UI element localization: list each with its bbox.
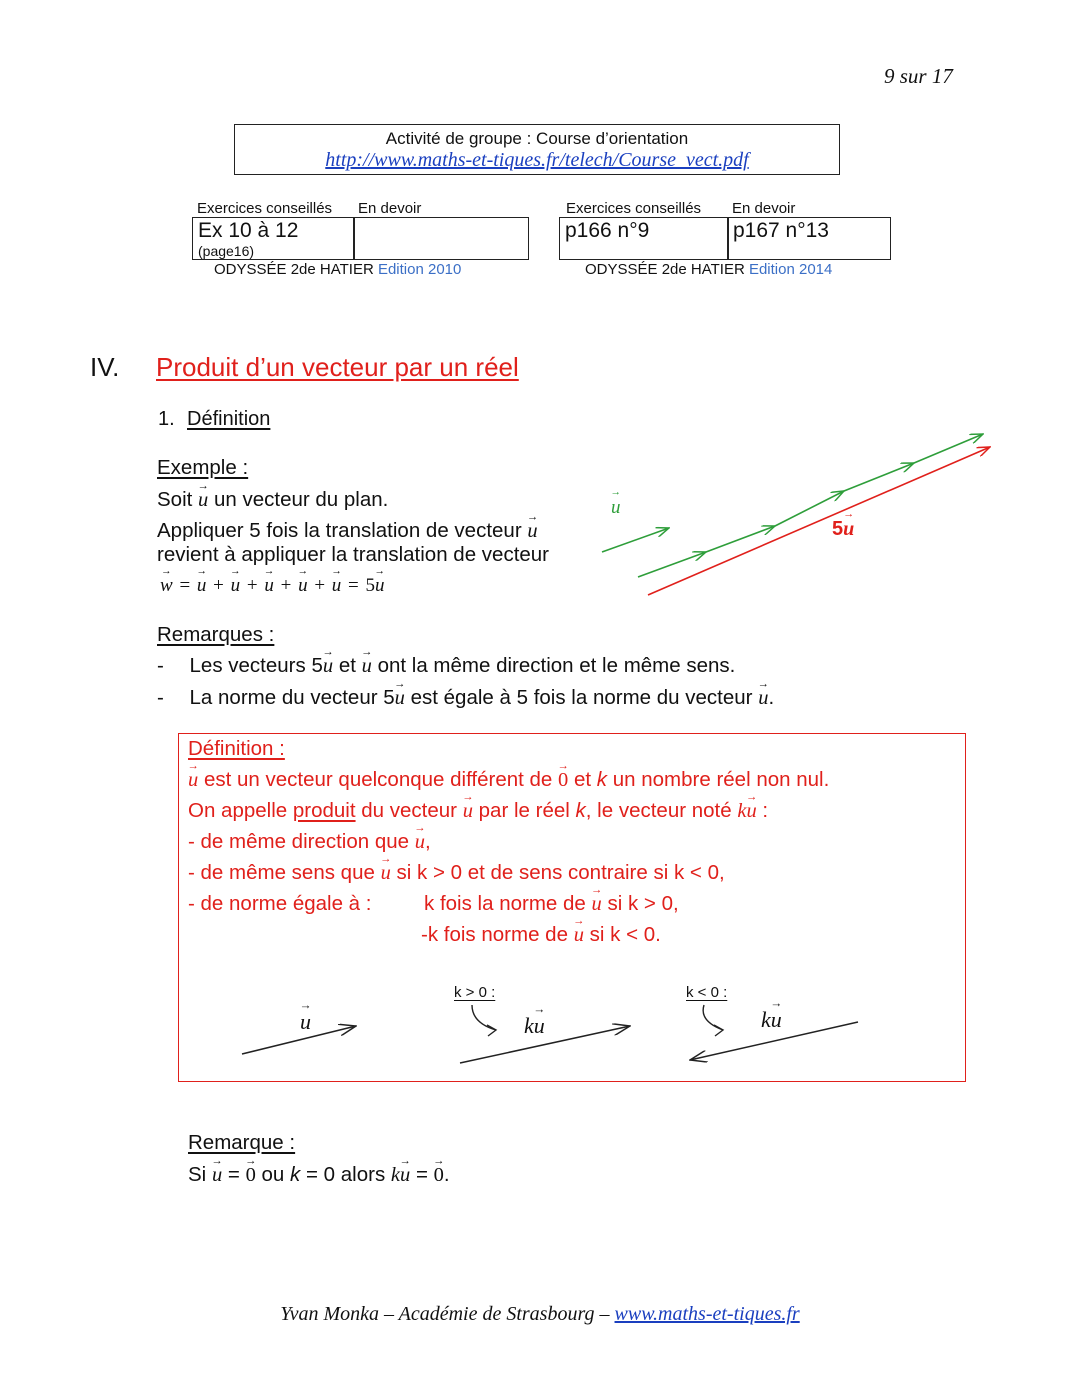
example-formula [160,575,385,597]
vector-u: → u [746,800,756,823]
def1-b: et [573,768,592,791]
remark2-eq: = [227,1163,240,1186]
remark2-c: . [768,686,775,709]
vector-u: → u [592,893,602,916]
fig-ku-negative-label [761,1007,782,1033]
def2-k: k [575,799,586,822]
left-book-name: ODYSSÉE 2de HATIER [214,261,374,278]
right-book [585,261,832,278]
example-line3: revient à appliquer la translation de vecteur [157,543,550,566]
curved-pointer-1 [472,1005,496,1030]
right-conseilles-value: p166 n°9 [565,219,650,242]
example-line1-b: un vecteur du plan. [213,488,389,511]
def2-c: par le réel [478,799,570,822]
left-conseilles-sub: (page16) [198,243,255,259]
vector-u: → u [362,655,372,678]
formula-plus: + [314,575,326,596]
vector-zero: → 0 [246,1164,256,1187]
def2-a: On appelle [188,799,288,822]
fig-ku-neg-u: → u [771,1007,782,1033]
right-devoir-cell [727,217,891,260]
figure-5u-number: 5 [832,518,844,540]
vector-u: → u [197,575,207,597]
example-figure [590,420,1000,605]
vector-u: → u [758,687,768,710]
def1-k: k [596,768,608,791]
vector-u: → u [400,1164,410,1187]
figure-u-label-text: → u [611,497,621,519]
left-header-devoir: En devoir [358,200,422,217]
example-line1-a: Soit [157,488,193,511]
vector-u: → u [395,687,405,710]
figure-5u-label [832,518,854,541]
def2-b: du vecteur [361,799,457,822]
def4-b: si k > 0 et de sens contraire si k < 0, [396,861,725,884]
example-line1 [157,488,388,512]
vector-u: → u [231,575,241,597]
vector-u: → u [188,769,198,792]
green-arrow-5 [914,434,983,463]
fig-ku-positive-label [524,1013,545,1039]
right-conseilles-cell [559,217,729,260]
right-header-conseilles: Exercices conseillés [566,200,702,217]
vector-u: → u [574,924,584,947]
def5-c: si k > 0, [607,892,679,915]
fig-ku-neg-k: k [761,1007,771,1032]
remark2-b: est égale à 5 fois la norme du vecteur [410,686,753,709]
footer [0,1303,1080,1326]
fig-kpos-label: k > 0 : [454,984,496,1001]
remark2-heading: Remarque : [188,1131,296,1154]
fig-ku-pos-u: → u [534,1013,545,1039]
right-devoir-value: p167 n°13 [733,219,829,242]
vector-u: → u [375,575,385,597]
section-number: IV. [90,352,120,382]
definition-line2 [188,799,768,823]
red-arrow-5u [648,447,990,595]
green-arrow-1 [638,552,706,577]
subsection-title: Définition [187,408,271,430]
vector-u: → u [463,800,473,823]
figure-5u-vector: → u [843,518,854,541]
right-header-devoir: En devoir [732,200,796,217]
def6-a: -k fois norme de [421,923,568,946]
left-devoir-cell [353,217,529,260]
subsection-number: 1. [158,408,175,430]
green-arrow-4 [844,463,914,491]
activity-box [234,124,840,175]
definition-line5b [424,892,679,916]
remark-item-2 [157,686,774,710]
vector-w: → w [160,575,173,597]
def2-kvar: k [737,800,747,822]
vector-u: → u [323,655,333,678]
def1-c: un nombre réel non nul. [612,768,830,791]
definition-line3 [188,830,431,854]
left-conseilles-cell [192,217,355,260]
curved-pointer-2 [703,1005,723,1030]
vector-u-arrow [602,528,669,552]
definition-figure [180,975,960,1075]
vector-u: → u [332,575,342,597]
remark2-a: Si [188,1163,207,1186]
definition-line6 [421,923,661,947]
left-book-edition: Edition 2010 [377,261,462,278]
activity-title: Activité de groupe : Course d’orientation [385,129,689,148]
footer-author: Yvan Monka – Académie de Strasbourg – [280,1303,610,1325]
section-title: Produit d’un vecteur par un réel [156,352,519,382]
formula-plus: + [246,575,258,596]
definition-line4 [188,861,725,885]
fig-ku-pos-k: k [524,1013,534,1038]
bullet-dash: - [157,654,164,677]
vector-u: → u [198,489,208,512]
fig-u-label [300,1009,311,1035]
vector-u: → u [415,831,425,854]
remark2-c: = 0 alors [306,1163,386,1186]
remark1-b: et [338,654,356,677]
right-book-name: ODYSSÉE 2de HATIER [585,261,745,278]
definition-line1 [188,768,829,792]
example-heading: Exemple : [157,456,249,479]
footer-site-link[interactable]: www.maths-et-tiques.fr [614,1303,800,1325]
remarks-heading: Remarques : [157,623,275,646]
remark1-a: Les vecteurs 5 [189,654,323,677]
def4-a: - de même sens que [188,861,375,884]
figure-u-label [611,497,621,519]
vector-zero: → 0 [558,769,568,792]
remark2-line [188,1163,450,1187]
left-book [214,261,461,278]
remark2-k: k [290,1163,301,1186]
def2-d: , le vecteur noté [585,799,732,822]
fig-u-label-text: → u [300,1009,311,1035]
right-book-edition: Edition 2014 [748,261,833,278]
remark2-b: ou [261,1163,285,1186]
def5-b: k fois la norme de [424,892,586,915]
vector-zero: → 0 [434,1164,444,1187]
ku-positive-arrow [460,1026,630,1063]
formula-plus: + [280,575,292,596]
def2-produit: produit [292,799,356,822]
remark2-end: . [443,1163,450,1186]
remark2-kvar: k [390,1164,401,1186]
remark1-c: ont la même direction et le même sens. [377,654,736,677]
left-conseilles-value: Ex 10 à 12 [198,219,299,242]
page-number: 9 sur 17 [884,64,953,88]
vector-u: → u [212,1164,222,1187]
vector-u: → u [381,862,391,885]
formula-eq: = [179,575,191,596]
formula-plus: + [213,575,224,596]
vector-u: → u [527,520,537,543]
left-header-conseilles: Exercices conseillés [197,200,333,217]
definition-line5a: - de norme égale à : [188,892,372,915]
def6-b: si k < 0. [589,923,661,946]
definition-heading: Définition : [188,737,285,760]
bullet-dash: - [157,686,164,709]
def2-e: : [762,799,769,822]
example-line2-text: Appliquer 5 fois la translation de vecteur [157,519,522,542]
formula-end: = 5 [348,575,375,596]
def3-a: - de même direction que [188,830,410,853]
example-line2 [157,519,538,543]
remark2-a: La norme du vecteur 5 [189,686,395,709]
def1-a: est un vecteur quelconque différent de [203,768,553,791]
vector-u: → u [298,575,308,597]
vector-u: → u [264,575,274,597]
def3-b: , [425,830,431,853]
green-arrow-2 [706,526,775,552]
u-arrow [242,1026,356,1054]
activity-link[interactable]: http://www.maths-et-tiques.fr/telech/Course_vect.pdf [325,149,749,171]
remark-item-1 [157,654,735,678]
remark2-d: = [415,1163,428,1186]
fig-kneg-label: k < 0 : [686,984,728,1001]
